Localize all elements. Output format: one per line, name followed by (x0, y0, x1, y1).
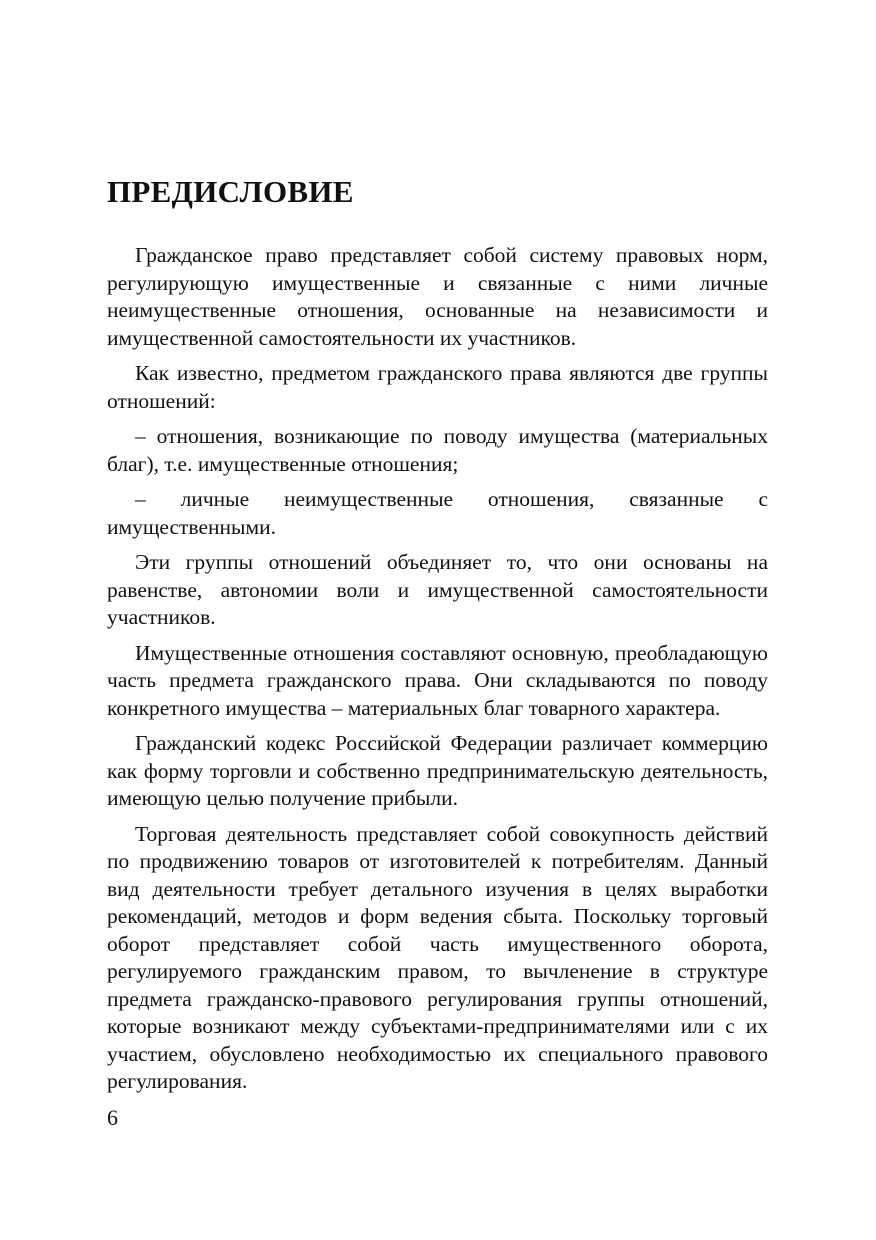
page-number: 6 (107, 1105, 118, 1130)
paragraph-2: Как известно, предметом гражданского права являются две группы отношений: (107, 361, 768, 413)
paragraph-6: Торговая деятельность представляет собой совокупность действий по продвижению товаров от изготовителей к потребителям. Данный вид деятельности требует детального изучения в целях выработки рекомендаций, методов и форм ведения сбыта. Поскольку торговый оборот представляет собой часть имущественного оборота, регулируемого гражданским правом, то вычленение в структуре предмета гражданско-правового регулирования группы отношений, которые возникают между субъектами-предпринимателями или с их участием, обусловлено необходимостью их специального правового регулирования. (107, 821, 768, 1093)
paragraph-4: Имущественные отношения составляют основную, преобладающую часть предмета гражданского права. Они складываются по поводу конкретного имущества – материальных благ товарного характера. (107, 640, 768, 720)
page-title: ПРЕДИСЛОВИЕ (107, 174, 354, 209)
paragraph-1: Гражданское право представляет собой систему правовых норм, регулирующую имущественные и связанные с ними личные неимущественные отношения, основанные на независимости и имущественной самостоятельности их участников. (107, 243, 768, 350)
list-item-2: – личные неимущественные отношения, связанные с имущественными. (107, 487, 768, 539)
paragraph-3: Эти группы отношений объединяет то, что они основаны на равенстве, автономии воли и имущественной самостоятельности участников. (107, 550, 768, 629)
page-content (107, 170, 768, 1104)
paragraph-5: Гражданский кодекс Российской Федерации различает коммерцию как форму торговли и собственно предпринимательскую деятельность, имеющую целью получение прибыли. (107, 731, 768, 810)
list-item-1: – отношения, возникающие по поводу имущества (материальных благ), т.е. имущественные отношения; (107, 424, 768, 476)
